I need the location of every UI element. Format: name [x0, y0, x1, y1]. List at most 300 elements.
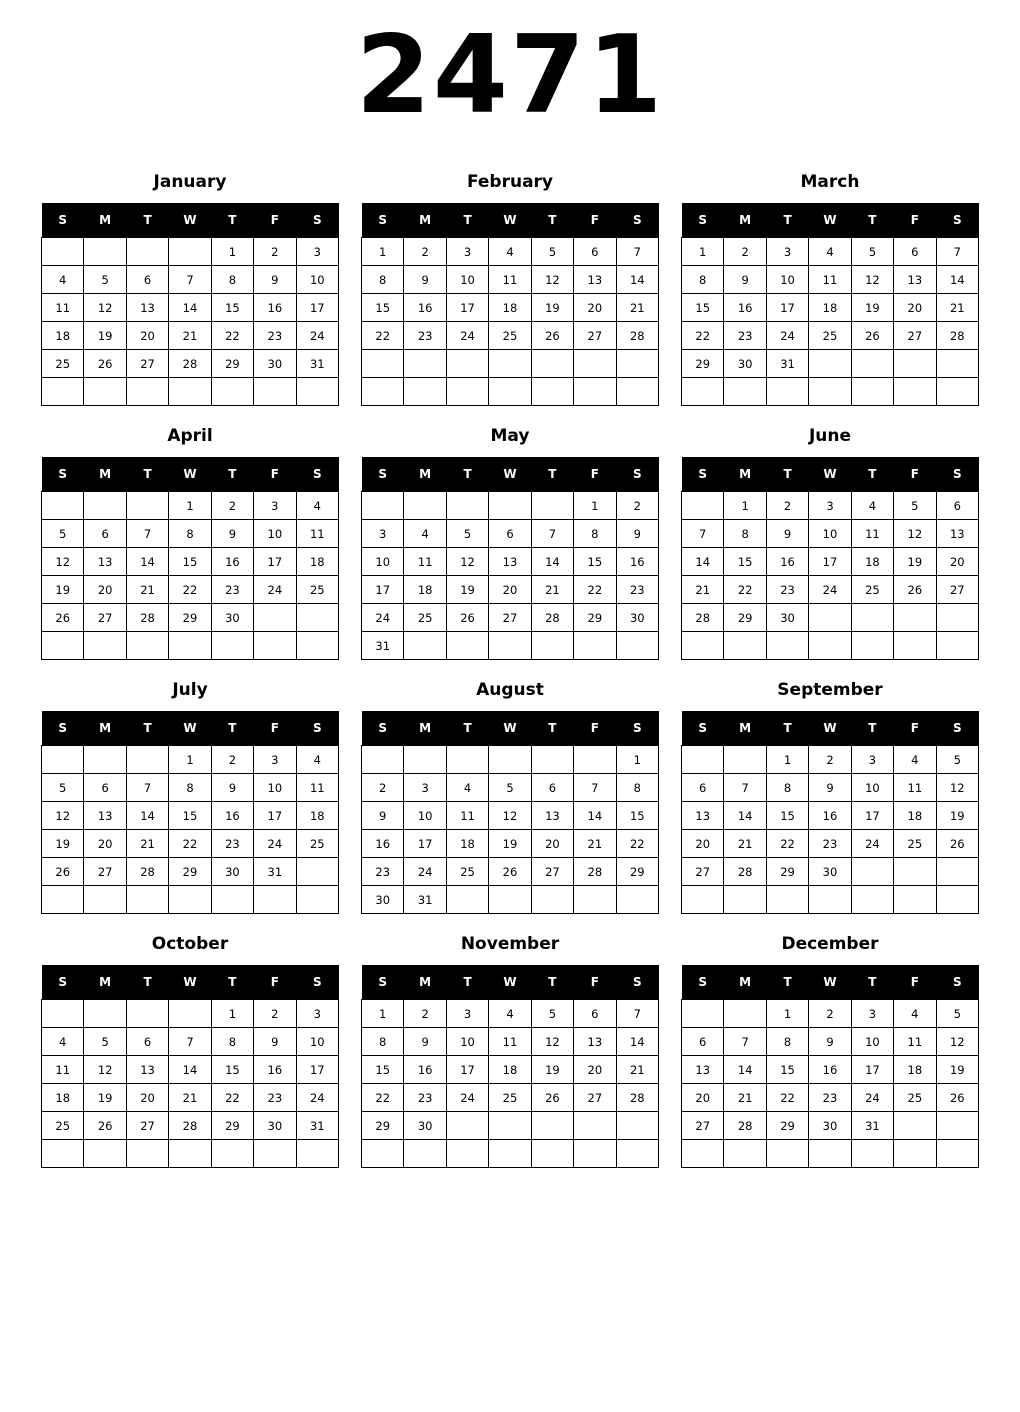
day-cell[interactable]: 3 [296, 238, 338, 266]
day-cell[interactable]: 1 [682, 238, 724, 266]
day-cell[interactable]: 12 [42, 802, 84, 830]
day-cell[interactable]: 8 [211, 266, 253, 294]
day-cell[interactable]: 13 [574, 266, 616, 294]
day-cell[interactable]: 5 [84, 1028, 126, 1056]
day-cell[interactable]: 7 [126, 520, 168, 548]
day-cell[interactable]: 22 [724, 576, 766, 604]
day-cell[interactable]: 8 [362, 266, 404, 294]
day-cell[interactable]: 17 [362, 576, 404, 604]
day-cell[interactable]: 19 [42, 576, 84, 604]
day-cell[interactable]: 26 [489, 858, 531, 886]
day-cell[interactable]: 21 [126, 576, 168, 604]
day-cell[interactable]: 9 [809, 1028, 851, 1056]
day-cell[interactable]: 13 [936, 520, 978, 548]
day-cell[interactable]: 16 [211, 802, 253, 830]
day-cell[interactable]: 21 [169, 1084, 211, 1112]
day-cell[interactable]: 14 [531, 548, 573, 576]
day-cell[interactable]: 13 [682, 802, 724, 830]
day-cell[interactable]: 22 [766, 830, 808, 858]
day-cell[interactable]: 26 [42, 604, 84, 632]
day-cell[interactable]: 8 [169, 520, 211, 548]
day-cell[interactable]: 22 [211, 1084, 253, 1112]
day-cell[interactable]: 20 [84, 576, 126, 604]
day-cell[interactable]: 25 [489, 322, 531, 350]
day-cell[interactable]: 1 [169, 746, 211, 774]
day-cell[interactable]: 9 [404, 266, 446, 294]
day-cell[interactable]: 19 [531, 294, 573, 322]
day-cell[interactable]: 3 [446, 1000, 488, 1028]
day-cell[interactable]: 6 [894, 238, 936, 266]
day-cell[interactable]: 25 [809, 322, 851, 350]
day-cell[interactable]: 21 [616, 294, 658, 322]
day-cell[interactable]: 23 [211, 830, 253, 858]
day-cell[interactable]: 27 [894, 322, 936, 350]
day-cell[interactable]: 12 [42, 548, 84, 576]
day-cell[interactable]: 17 [404, 830, 446, 858]
day-cell[interactable]: 29 [211, 350, 253, 378]
day-cell[interactable]: 12 [894, 520, 936, 548]
day-cell[interactable]: 9 [616, 520, 658, 548]
day-cell[interactable]: 29 [169, 858, 211, 886]
day-cell[interactable]: 6 [682, 1028, 724, 1056]
day-cell[interactable]: 10 [404, 802, 446, 830]
day-cell[interactable]: 13 [489, 548, 531, 576]
day-cell[interactable]: 12 [936, 1028, 978, 1056]
day-cell[interactable]: 11 [851, 520, 893, 548]
day-cell[interactable]: 13 [84, 802, 126, 830]
day-cell[interactable]: 4 [42, 266, 84, 294]
day-cell[interactable]: 20 [489, 576, 531, 604]
day-cell[interactable]: 21 [574, 830, 616, 858]
day-cell[interactable]: 24 [766, 322, 808, 350]
day-cell[interactable]: 5 [489, 774, 531, 802]
day-cell[interactable]: 23 [616, 576, 658, 604]
day-cell[interactable]: 20 [682, 830, 724, 858]
day-cell[interactable]: 31 [766, 350, 808, 378]
day-cell[interactable]: 18 [296, 548, 338, 576]
day-cell[interactable]: 15 [169, 548, 211, 576]
day-cell[interactable]: 10 [254, 774, 296, 802]
day-cell[interactable]: 13 [126, 1056, 168, 1084]
day-cell[interactable]: 12 [531, 266, 573, 294]
day-cell[interactable]: 24 [362, 604, 404, 632]
day-cell[interactable]: 4 [851, 492, 893, 520]
day-cell[interactable]: 21 [936, 294, 978, 322]
day-cell[interactable]: 14 [616, 266, 658, 294]
day-cell[interactable]: 29 [766, 858, 808, 886]
day-cell[interactable]: 5 [851, 238, 893, 266]
day-cell[interactable]: 24 [446, 322, 488, 350]
day-cell[interactable]: 1 [766, 1000, 808, 1028]
day-cell[interactable]: 18 [894, 802, 936, 830]
day-cell[interactable]: 13 [682, 1056, 724, 1084]
day-cell[interactable]: 14 [574, 802, 616, 830]
day-cell[interactable]: 15 [682, 294, 724, 322]
day-cell[interactable]: 19 [936, 1056, 978, 1084]
day-cell[interactable]: 7 [616, 238, 658, 266]
day-cell[interactable]: 14 [936, 266, 978, 294]
day-cell[interactable]: 30 [254, 350, 296, 378]
day-cell[interactable]: 30 [211, 604, 253, 632]
day-cell[interactable]: 22 [574, 576, 616, 604]
day-cell[interactable]: 29 [169, 604, 211, 632]
day-cell[interactable]: 14 [169, 294, 211, 322]
day-cell[interactable]: 21 [531, 576, 573, 604]
day-cell[interactable]: 25 [894, 1084, 936, 1112]
day-cell[interactable]: 11 [894, 1028, 936, 1056]
day-cell[interactable]: 9 [766, 520, 808, 548]
day-cell[interactable]: 28 [936, 322, 978, 350]
day-cell[interactable]: 4 [296, 492, 338, 520]
day-cell[interactable]: 18 [489, 294, 531, 322]
day-cell[interactable]: 10 [446, 1028, 488, 1056]
day-cell[interactable]: 11 [404, 548, 446, 576]
day-cell[interactable]: 13 [574, 1028, 616, 1056]
day-cell[interactable]: 19 [446, 576, 488, 604]
day-cell[interactable]: 24 [296, 322, 338, 350]
day-cell[interactable]: 5 [42, 774, 84, 802]
day-cell[interactable]: 24 [851, 1084, 893, 1112]
day-cell[interactable]: 4 [894, 1000, 936, 1028]
day-cell[interactable]: 9 [211, 520, 253, 548]
day-cell[interactable]: 9 [254, 266, 296, 294]
day-cell[interactable]: 10 [254, 520, 296, 548]
day-cell[interactable]: 29 [574, 604, 616, 632]
day-cell[interactable]: 7 [531, 520, 573, 548]
day-cell[interactable]: 27 [126, 1112, 168, 1140]
day-cell[interactable]: 25 [489, 1084, 531, 1112]
day-cell[interactable]: 31 [296, 1112, 338, 1140]
day-cell[interactable]: 6 [126, 1028, 168, 1056]
day-cell[interactable]: 16 [254, 294, 296, 322]
day-cell[interactable]: 4 [296, 746, 338, 774]
day-cell[interactable]: 14 [616, 1028, 658, 1056]
day-cell[interactable]: 25 [42, 1112, 84, 1140]
day-cell[interactable]: 22 [211, 322, 253, 350]
day-cell[interactable]: 30 [809, 1112, 851, 1140]
day-cell[interactable]: 6 [126, 266, 168, 294]
day-cell[interactable]: 24 [296, 1084, 338, 1112]
day-cell[interactable]: 9 [254, 1028, 296, 1056]
day-cell[interactable]: 17 [296, 294, 338, 322]
day-cell[interactable]: 2 [211, 492, 253, 520]
day-cell[interactable]: 4 [489, 238, 531, 266]
day-cell[interactable]: 22 [682, 322, 724, 350]
day-cell[interactable]: 1 [362, 1000, 404, 1028]
day-cell[interactable]: 1 [724, 492, 766, 520]
day-cell[interactable]: 16 [211, 548, 253, 576]
day-cell[interactable]: 20 [936, 548, 978, 576]
day-cell[interactable]: 31 [254, 858, 296, 886]
day-cell[interactable]: 26 [894, 576, 936, 604]
day-cell[interactable]: 17 [851, 1056, 893, 1084]
day-cell[interactable]: 12 [531, 1028, 573, 1056]
day-cell[interactable]: 3 [766, 238, 808, 266]
day-cell[interactable]: 19 [42, 830, 84, 858]
day-cell[interactable]: 27 [682, 1112, 724, 1140]
day-cell[interactable]: 21 [616, 1056, 658, 1084]
day-cell[interactable]: 30 [362, 886, 404, 914]
day-cell[interactable]: 30 [616, 604, 658, 632]
day-cell[interactable]: 24 [404, 858, 446, 886]
day-cell[interactable]: 10 [766, 266, 808, 294]
day-cell[interactable]: 18 [42, 1084, 84, 1112]
day-cell[interactable]: 3 [851, 746, 893, 774]
day-cell[interactable]: 20 [894, 294, 936, 322]
day-cell[interactable]: 26 [84, 350, 126, 378]
day-cell[interactable]: 18 [809, 294, 851, 322]
day-cell[interactable]: 11 [42, 1056, 84, 1084]
day-cell[interactable]: 12 [84, 1056, 126, 1084]
day-cell[interactable]: 10 [809, 520, 851, 548]
day-cell[interactable]: 26 [936, 830, 978, 858]
day-cell[interactable]: 11 [809, 266, 851, 294]
day-cell[interactable]: 31 [362, 632, 404, 660]
day-cell[interactable]: 4 [489, 1000, 531, 1028]
day-cell[interactable]: 1 [616, 746, 658, 774]
day-cell[interactable]: 18 [894, 1056, 936, 1084]
day-cell[interactable]: 7 [936, 238, 978, 266]
day-cell[interactable]: 21 [169, 322, 211, 350]
day-cell[interactable]: 25 [42, 350, 84, 378]
day-cell[interactable]: 24 [254, 576, 296, 604]
day-cell[interactable]: 19 [84, 322, 126, 350]
day-cell[interactable]: 17 [446, 294, 488, 322]
day-cell[interactable]: 19 [851, 294, 893, 322]
day-cell[interactable]: 10 [851, 774, 893, 802]
day-cell[interactable]: 2 [404, 1000, 446, 1028]
day-cell[interactable]: 2 [254, 1000, 296, 1028]
day-cell[interactable]: 1 [211, 1000, 253, 1028]
day-cell[interactable]: 23 [766, 576, 808, 604]
day-cell[interactable]: 27 [682, 858, 724, 886]
day-cell[interactable]: 5 [531, 238, 573, 266]
day-cell[interactable]: 25 [851, 576, 893, 604]
day-cell[interactable]: 15 [362, 294, 404, 322]
day-cell[interactable]: 13 [126, 294, 168, 322]
day-cell[interactable]: 3 [254, 492, 296, 520]
day-cell[interactable]: 4 [894, 746, 936, 774]
day-cell[interactable]: 7 [169, 266, 211, 294]
day-cell[interactable]: 27 [574, 1084, 616, 1112]
day-cell[interactable]: 26 [446, 604, 488, 632]
day-cell[interactable]: 28 [531, 604, 573, 632]
day-cell[interactable]: 8 [724, 520, 766, 548]
day-cell[interactable]: 3 [296, 1000, 338, 1028]
day-cell[interactable]: 19 [489, 830, 531, 858]
day-cell[interactable]: 28 [682, 604, 724, 632]
day-cell[interactable]: 31 [851, 1112, 893, 1140]
day-cell[interactable]: 16 [809, 1056, 851, 1084]
day-cell[interactable]: 20 [84, 830, 126, 858]
day-cell[interactable]: 25 [296, 576, 338, 604]
day-cell[interactable]: 11 [296, 520, 338, 548]
day-cell[interactable]: 23 [254, 1084, 296, 1112]
day-cell[interactable]: 17 [809, 548, 851, 576]
day-cell[interactable]: 15 [574, 548, 616, 576]
day-cell[interactable]: 8 [169, 774, 211, 802]
day-cell[interactable]: 9 [211, 774, 253, 802]
day-cell[interactable]: 11 [296, 774, 338, 802]
day-cell[interactable]: 14 [126, 802, 168, 830]
day-cell[interactable]: 1 [766, 746, 808, 774]
day-cell[interactable]: 1 [574, 492, 616, 520]
day-cell[interactable]: 14 [724, 1056, 766, 1084]
day-cell[interactable]: 19 [894, 548, 936, 576]
day-cell[interactable]: 9 [362, 802, 404, 830]
day-cell[interactable]: 13 [84, 548, 126, 576]
day-cell[interactable]: 18 [446, 830, 488, 858]
day-cell[interactable]: 23 [809, 1084, 851, 1112]
day-cell[interactable]: 16 [404, 1056, 446, 1084]
day-cell[interactable]: 28 [616, 322, 658, 350]
day-cell[interactable]: 19 [531, 1056, 573, 1084]
day-cell[interactable]: 27 [84, 604, 126, 632]
day-cell[interactable]: 25 [446, 858, 488, 886]
day-cell[interactable]: 29 [362, 1112, 404, 1140]
day-cell[interactable]: 8 [211, 1028, 253, 1056]
day-cell[interactable]: 2 [809, 746, 851, 774]
day-cell[interactable]: 9 [809, 774, 851, 802]
day-cell[interactable]: 16 [724, 294, 766, 322]
day-cell[interactable]: 26 [936, 1084, 978, 1112]
day-cell[interactable]: 18 [489, 1056, 531, 1084]
day-cell[interactable]: 14 [126, 548, 168, 576]
day-cell[interactable]: 28 [169, 350, 211, 378]
day-cell[interactable]: 24 [446, 1084, 488, 1112]
day-cell[interactable]: 12 [84, 294, 126, 322]
day-cell[interactable]: 1 [169, 492, 211, 520]
day-cell[interactable]: 21 [682, 576, 724, 604]
day-cell[interactable]: 1 [211, 238, 253, 266]
day-cell[interactable]: 13 [531, 802, 573, 830]
day-cell[interactable]: 23 [724, 322, 766, 350]
day-cell[interactable]: 26 [84, 1112, 126, 1140]
day-cell[interactable]: 20 [574, 294, 616, 322]
day-cell[interactable]: 28 [126, 858, 168, 886]
day-cell[interactable]: 4 [404, 520, 446, 548]
day-cell[interactable]: 29 [616, 858, 658, 886]
day-cell[interactable]: 17 [851, 802, 893, 830]
day-cell[interactable]: 22 [766, 1084, 808, 1112]
day-cell[interactable]: 24 [809, 576, 851, 604]
day-cell[interactable]: 11 [42, 294, 84, 322]
day-cell[interactable]: 20 [126, 322, 168, 350]
day-cell[interactable]: 6 [84, 520, 126, 548]
day-cell[interactable]: 21 [724, 1084, 766, 1112]
day-cell[interactable]: 16 [766, 548, 808, 576]
day-cell[interactable]: 22 [362, 322, 404, 350]
day-cell[interactable]: 4 [809, 238, 851, 266]
day-cell[interactable]: 12 [446, 548, 488, 576]
day-cell[interactable]: 11 [894, 774, 936, 802]
day-cell[interactable]: 14 [724, 802, 766, 830]
day-cell[interactable]: 18 [42, 322, 84, 350]
day-cell[interactable]: 20 [126, 1084, 168, 1112]
day-cell[interactable]: 23 [809, 830, 851, 858]
day-cell[interactable]: 30 [404, 1112, 446, 1140]
day-cell[interactable]: 25 [296, 830, 338, 858]
day-cell[interactable]: 10 [296, 1028, 338, 1056]
day-cell[interactable]: 15 [724, 548, 766, 576]
day-cell[interactable]: 23 [211, 576, 253, 604]
day-cell[interactable]: 7 [574, 774, 616, 802]
day-cell[interactable]: 24 [254, 830, 296, 858]
day-cell[interactable]: 8 [574, 520, 616, 548]
day-cell[interactable]: 25 [894, 830, 936, 858]
day-cell[interactable]: 9 [724, 266, 766, 294]
day-cell[interactable]: 7 [724, 774, 766, 802]
day-cell[interactable]: 29 [724, 604, 766, 632]
day-cell[interactable]: 8 [362, 1028, 404, 1056]
day-cell[interactable]: 12 [851, 266, 893, 294]
day-cell[interactable]: 11 [489, 266, 531, 294]
day-cell[interactable]: 18 [851, 548, 893, 576]
day-cell[interactable]: 5 [936, 746, 978, 774]
day-cell[interactable]: 11 [489, 1028, 531, 1056]
day-cell[interactable]: 17 [446, 1056, 488, 1084]
day-cell[interactable]: 5 [531, 1000, 573, 1028]
day-cell[interactable]: 23 [254, 322, 296, 350]
day-cell[interactable]: 10 [362, 548, 404, 576]
day-cell[interactable]: 28 [169, 1112, 211, 1140]
day-cell[interactable]: 17 [296, 1056, 338, 1084]
day-cell[interactable]: 2 [211, 746, 253, 774]
day-cell[interactable]: 3 [254, 746, 296, 774]
day-cell[interactable]: 23 [362, 858, 404, 886]
day-cell[interactable]: 29 [682, 350, 724, 378]
day-cell[interactable]: 20 [574, 1056, 616, 1084]
day-cell[interactable]: 8 [682, 266, 724, 294]
day-cell[interactable]: 15 [169, 802, 211, 830]
day-cell[interactable]: 29 [211, 1112, 253, 1140]
day-cell[interactable]: 23 [404, 322, 446, 350]
day-cell[interactable]: 2 [404, 238, 446, 266]
day-cell[interactable]: 3 [446, 238, 488, 266]
day-cell[interactable]: 6 [682, 774, 724, 802]
day-cell[interactable]: 16 [254, 1056, 296, 1084]
day-cell[interactable]: 3 [362, 520, 404, 548]
day-cell[interactable]: 27 [126, 350, 168, 378]
day-cell[interactable]: 6 [84, 774, 126, 802]
day-cell[interactable]: 8 [766, 774, 808, 802]
day-cell[interactable]: 22 [169, 830, 211, 858]
day-cell[interactable]: 6 [489, 520, 531, 548]
day-cell[interactable]: 2 [724, 238, 766, 266]
day-cell[interactable]: 26 [531, 1084, 573, 1112]
day-cell[interactable]: 31 [296, 350, 338, 378]
day-cell[interactable]: 30 [724, 350, 766, 378]
day-cell[interactable]: 2 [766, 492, 808, 520]
day-cell[interactable]: 28 [724, 858, 766, 886]
day-cell[interactable]: 17 [254, 802, 296, 830]
day-cell[interactable]: 31 [404, 886, 446, 914]
day-cell[interactable]: 7 [724, 1028, 766, 1056]
day-cell[interactable]: 14 [682, 548, 724, 576]
day-cell[interactable]: 17 [254, 548, 296, 576]
day-cell[interactable]: 15 [766, 1056, 808, 1084]
day-cell[interactable]: 2 [362, 774, 404, 802]
day-cell[interactable]: 13 [894, 266, 936, 294]
day-cell[interactable]: 5 [42, 520, 84, 548]
day-cell[interactable]: 15 [766, 802, 808, 830]
day-cell[interactable]: 10 [446, 266, 488, 294]
day-cell[interactable]: 2 [254, 238, 296, 266]
day-cell[interactable]: 18 [404, 576, 446, 604]
day-cell[interactable]: 21 [724, 830, 766, 858]
day-cell[interactable]: 19 [936, 802, 978, 830]
day-cell[interactable]: 27 [574, 322, 616, 350]
